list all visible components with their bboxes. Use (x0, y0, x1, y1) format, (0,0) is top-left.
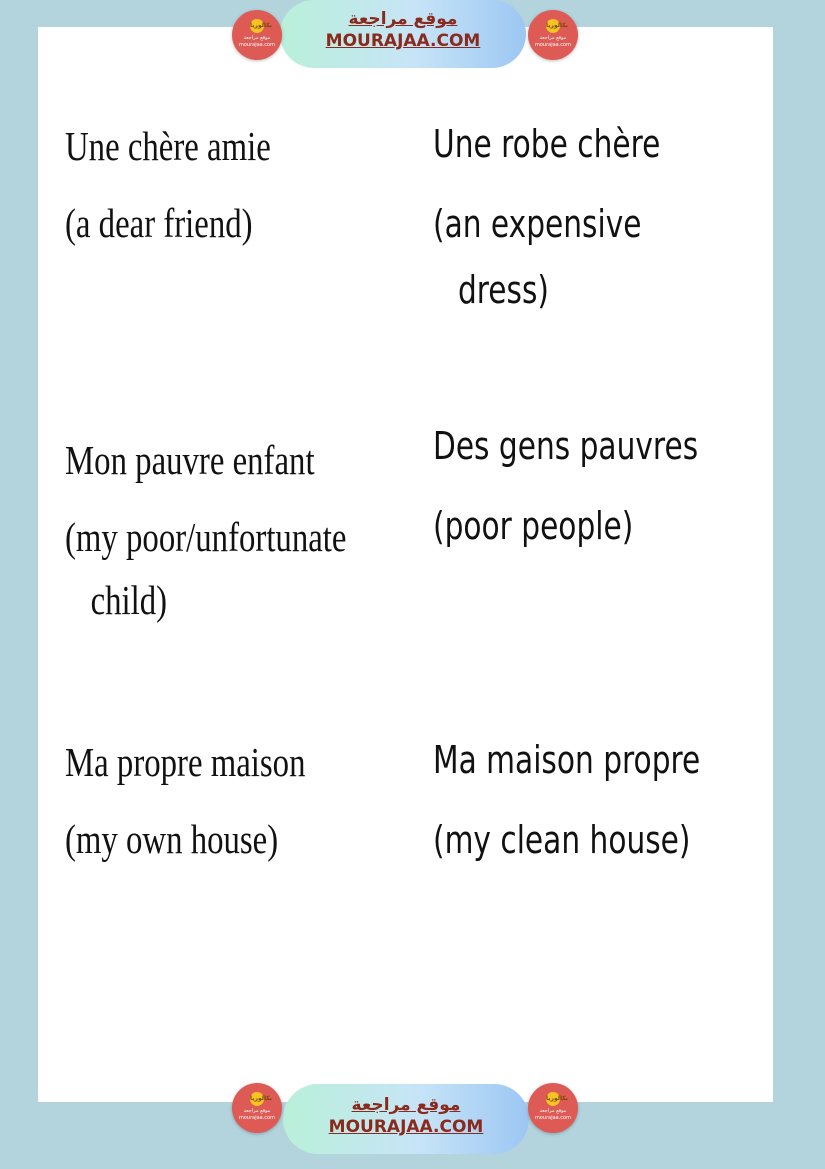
header-site-link[interactable]: MOURAJAA.COM (325, 31, 481, 51)
logo-badge: بكالوريا (546, 1092, 560, 1106)
pair-2-left-translation-line1: (my poor/unfortunate (65, 514, 347, 560)
pair-3-left (65, 731, 305, 871)
logo-site-text: mourajaa.com (238, 1115, 275, 1121)
logo-site-text: mourajaa.com (238, 42, 275, 48)
logo-arabic-text: موقع مراجعة (539, 35, 567, 41)
logo-arabic-text: موقع مراجعة (243, 1108, 271, 1114)
logo-badge: بكالوريا (250, 19, 264, 33)
pair-1-left-translation: (a dear friend) (65, 200, 253, 246)
document-page (38, 27, 773, 1102)
mourajaa-logo-icon (232, 10, 282, 60)
pair-3-right-phrase: Ma maison propre (433, 738, 701, 782)
pair-2-left (65, 429, 346, 632)
logo-arabic-text: موقع مراجعة (539, 1108, 567, 1114)
footer-arabic-title[interactable]: موقع مراجعة (351, 1095, 461, 1115)
pair-3-right-translation: (my clean house) (433, 818, 691, 862)
mourajaa-logo-icon (232, 1083, 282, 1133)
header-banner[interactable] (280, 0, 526, 68)
pair-1-left (65, 115, 271, 255)
pair-1-right-phrase: Une robe chère (433, 122, 661, 166)
footer-banner[interactable] (283, 1084, 529, 1154)
pair-1-right-translation-line2: dress) (457, 268, 550, 312)
logo-arabic-text: موقع مراجعة (243, 35, 271, 41)
pair-3-left-translation: (my own house) (65, 816, 279, 862)
logo-badge: بكالوريا (546, 19, 560, 33)
logo-site-text: mourajaa.com (534, 1115, 571, 1121)
logo-badge: بكالوريا (250, 1092, 264, 1106)
pair-2-right-phrase: Des gens pauvres (433, 424, 699, 468)
header-arabic-title[interactable]: موقع مراجعة (348, 9, 458, 29)
pair-2-left-phrase: Mon pauvre enfant (65, 437, 315, 483)
pair-2-right (433, 413, 698, 559)
mourajaa-logo-icon (528, 10, 578, 60)
pair-1-left-phrase: Une chère amie (65, 123, 271, 169)
logo-site-text: mourajaa.com (534, 42, 571, 48)
pair-2-right-translation: (poor people) (433, 504, 634, 548)
mourajaa-logo-icon (528, 1083, 578, 1133)
pair-2-left-translation-line2: child) (90, 577, 168, 623)
pair-3-right (433, 727, 700, 873)
pair-1-right (433, 111, 660, 323)
pair-3-left-phrase: Ma propre maison (65, 739, 306, 785)
pair-1-right-translation-line1: (an expensive (433, 202, 642, 246)
footer-site-link[interactable]: MOURAJAA.COM (328, 1117, 484, 1137)
